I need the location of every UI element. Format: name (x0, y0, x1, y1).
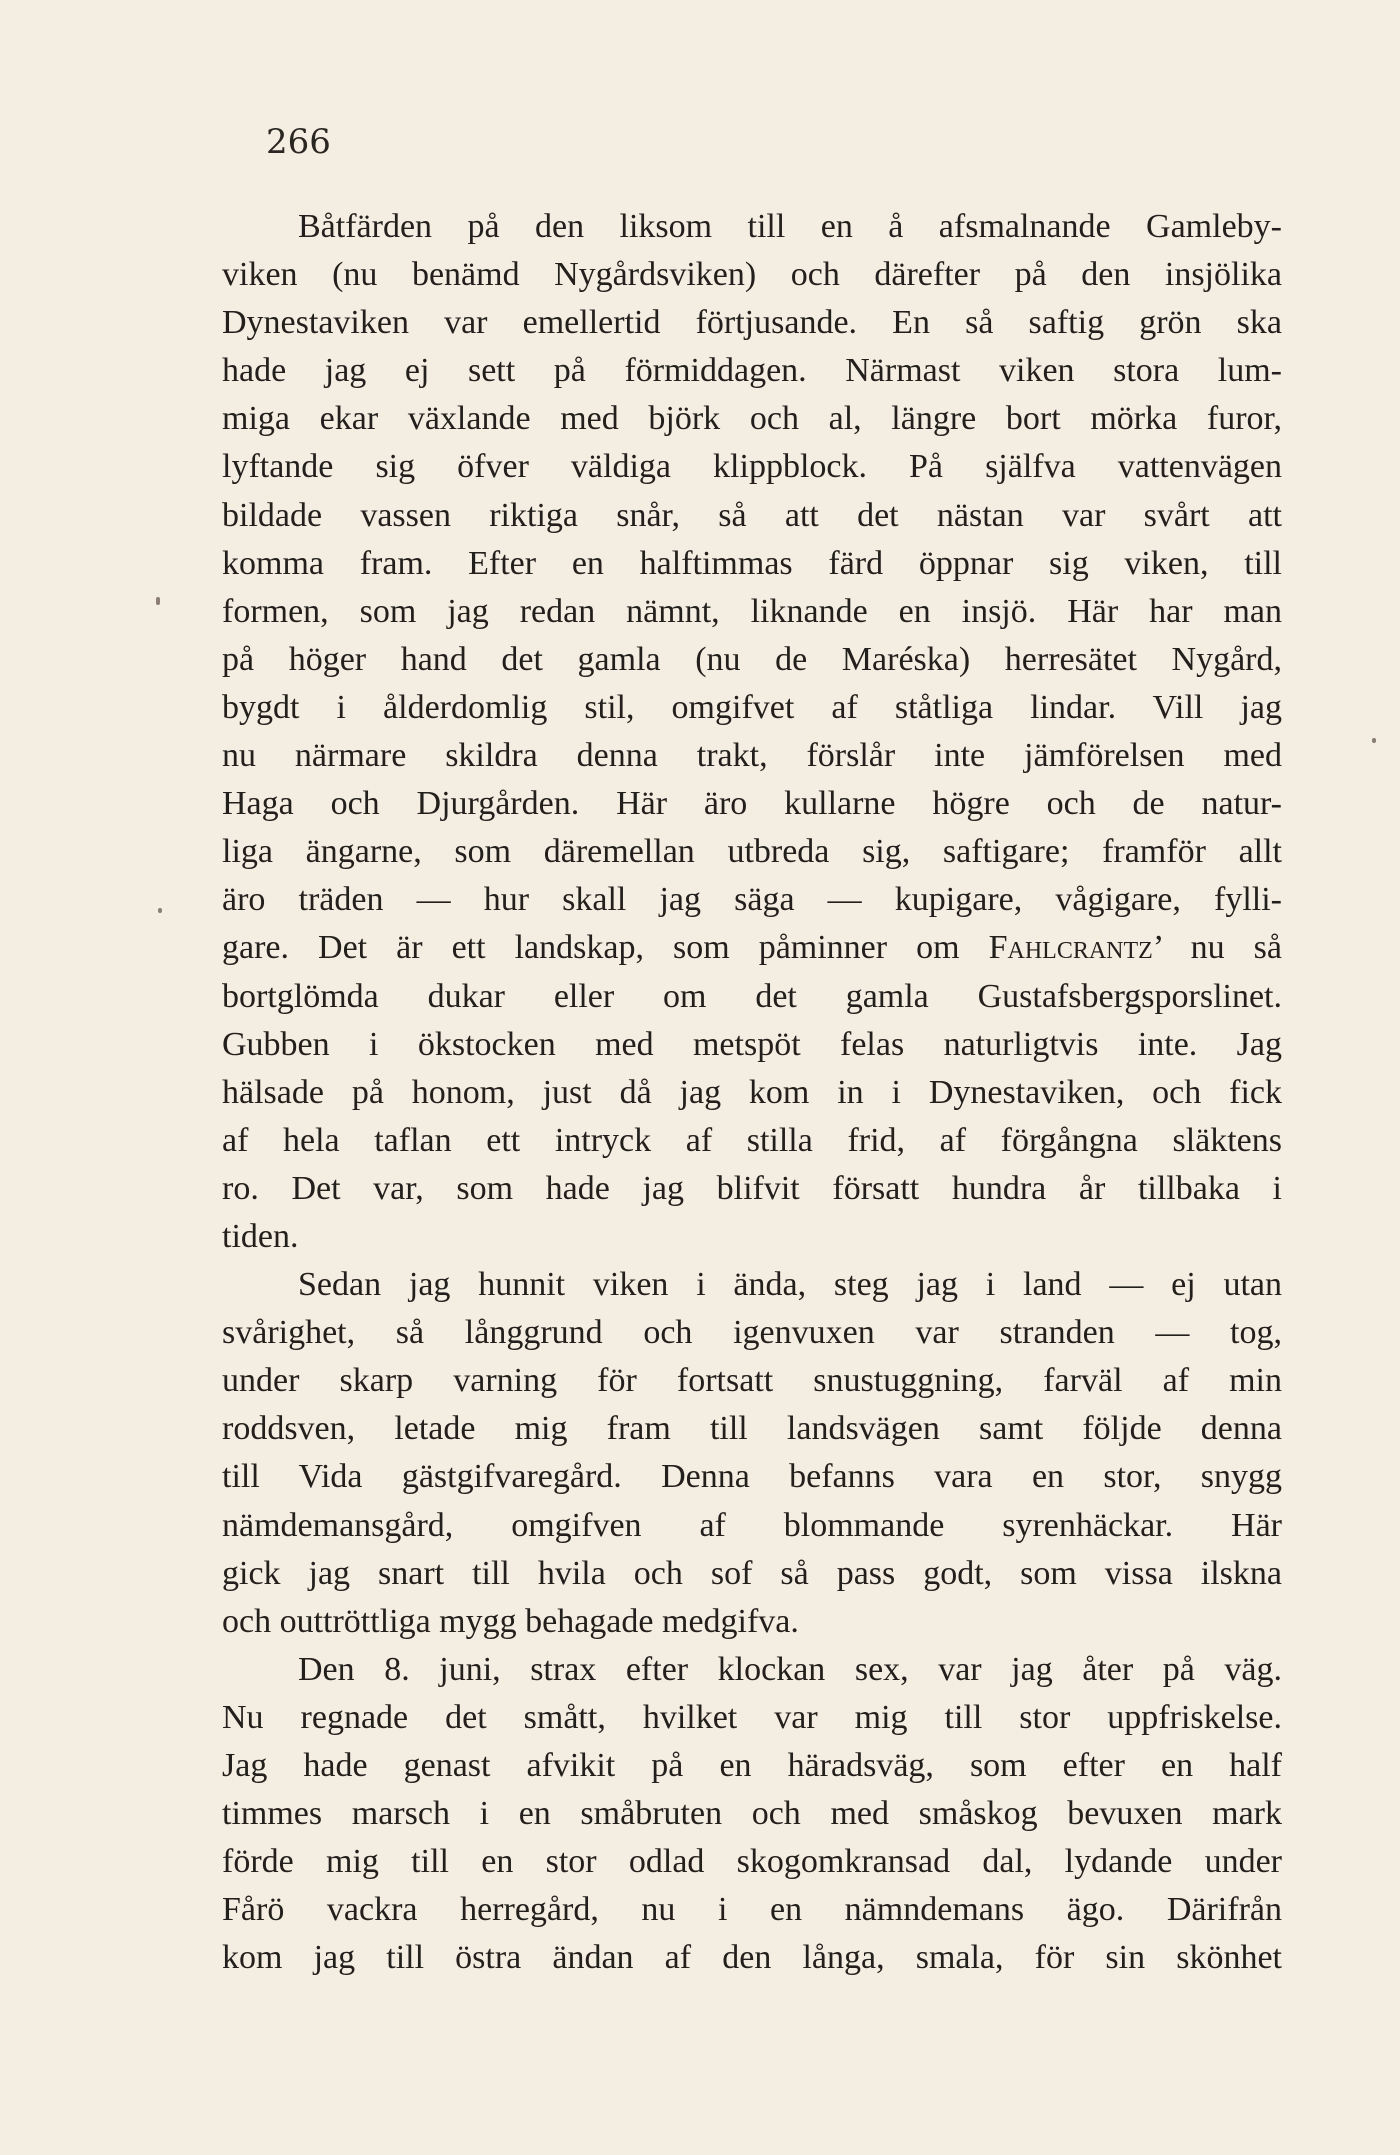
text-line: förde mig till en stor odlad skogomkransad dal, lydande under (222, 1843, 1282, 1881)
text-line: komma fram. Efter en halftimmas färd öppnar sig viken, till (222, 544, 1282, 582)
text-line: ro. Det var, som hade jag blifvit försatt hundra år tillbaka i (222, 1169, 1282, 1207)
text-line: nämdemansgård, omgifven af blommande syrenhäckar. Här (222, 1506, 1282, 1544)
text-line: kom jag till östra ändan af den långa, smala, för sin skönhet (222, 1939, 1282, 1977)
text-line: af hela taflan ett intryck af stilla frid, af förgångna släktens (222, 1121, 1282, 1159)
text-line: Gubben i ökstocken med metspöt felas naturligtvis inte. Jag (222, 1025, 1282, 1063)
text-line: Sedan jag hunnit viken i ända, steg jag i land — ej utan (298, 1266, 1282, 1304)
text-line: hälsade på honom, just då jag kom in i Dynestaviken, och fick (222, 1073, 1282, 1111)
text-line: hade jag ej sett på förmiddagen. Närmast viken stora lum- (222, 352, 1282, 390)
text-line: Haga och Djurgården. Här äro kullarne högre och de natur- (222, 785, 1282, 823)
text-line: gick jag snart till hvila och sof så pass godt, som vissa ilskna (222, 1554, 1282, 1592)
text-line: till Vida gästgifvaregård. Denna befanns vara en stor, snygg (222, 1458, 1282, 1496)
text-line: nu närmare skildra denna trakt, förslår inte jämförelsen med (222, 737, 1282, 775)
text-line: viken (nu benämd Nygårdsviken) och därefter på den insjölika (222, 256, 1282, 294)
text-line: och outtröttliga mygg behagade medgifva. (222, 1602, 799, 1640)
text-line (222, 924, 1282, 972)
text-line: svårighet, så långgrund och igenvuxen var stranden — tog, (222, 1314, 1282, 1352)
margin-speck (158, 908, 162, 913)
text-segment: gare. Det är ett landskap, som påminner om (222, 929, 989, 967)
text-line: bortglömda dukar eller om det gamla Gustafsbergsporslinet. (222, 977, 1282, 1015)
text-line: Fårö vackra herregård, nu i en nämndemans ägo. Därifrån (222, 1891, 1282, 1929)
page-number: 266 (266, 122, 331, 162)
text-segment: ’ nu så (1152, 929, 1283, 967)
text-line: äro träden — hur skall jag säga — kupigare, vågigare, fylli- (222, 881, 1282, 919)
text-line: Dynestaviken var emellertid förtjusande. En så saftig grön ska (222, 304, 1282, 342)
text-line: Den 8. juni, strax efter klockan sex, var jag åter på väg. (298, 1650, 1282, 1688)
text-line: på höger hand det gamla (nu de Maréska) herresätet Nygård, (222, 640, 1282, 678)
text-line: Nu regnade det smått, hvilket var mig till stor uppfriskelse. (222, 1698, 1282, 1736)
text-line: formen, som jag redan nämnt, liknande en insjö. Här har man (222, 592, 1282, 630)
text-line: miga ekar växlande med björk och al, längre bort mörka furor, (222, 400, 1282, 438)
text-line: lyftande sig öfver väldiga klippblock. På själfva vattenvägen (222, 448, 1282, 486)
text-line: under skarp varning för fortsatt snustuggning, farväl af min (222, 1362, 1282, 1400)
text-line: Båtfärden på den liksom till en å afsmalnande Gamleby- (298, 208, 1282, 245)
text-line: liga ängarne, som däremellan utbreda sig, saftigare; framför allt (222, 833, 1282, 871)
text-line: roddsven, letade mig fram till landsvägen samt följde denna (222, 1410, 1282, 1448)
text-line: bildade vassen riktiga snår, så att det nästan var svårt att (222, 496, 1282, 534)
margin-speck (156, 597, 160, 605)
body-text (222, 203, 1282, 1982)
text-line: bygdt i ålderdomlig stil, omgifvet af ståtliga lindar. Vill jag (222, 688, 1282, 726)
text-line: timmes marsch i en småbruten och med småskog bevuxen mark (222, 1795, 1282, 1833)
margin-speck (1372, 738, 1376, 743)
text-line: Jag hade genast afvikit på en häradsväg, som efter en half (222, 1747, 1282, 1784)
author-name: Fahlcrantz (988, 929, 1153, 967)
text-line: tiden. (222, 1217, 299, 1255)
